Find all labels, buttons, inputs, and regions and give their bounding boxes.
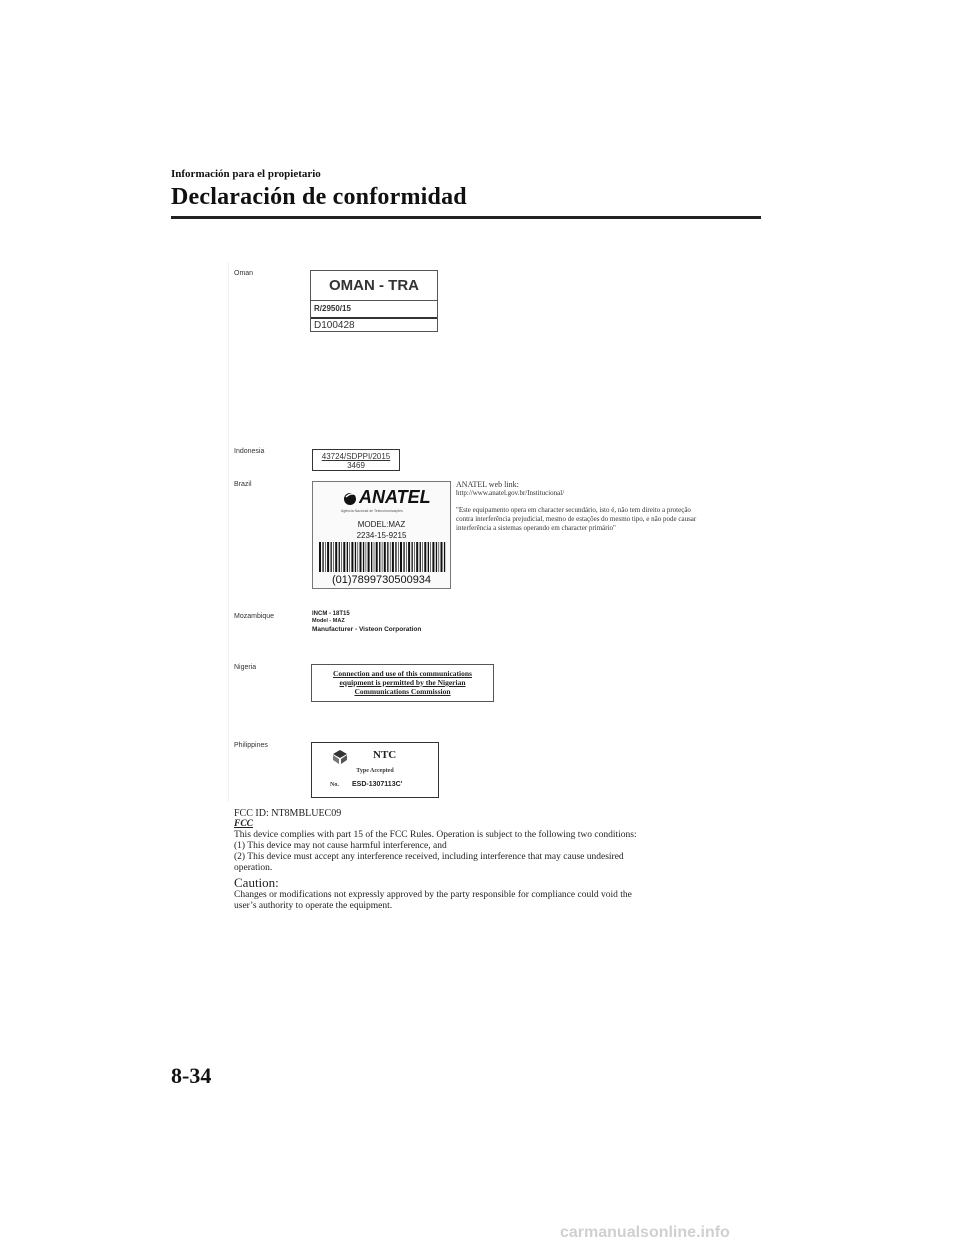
ntc-no-label: No. (330, 782, 339, 788)
fcc-statement (234, 808, 704, 912)
section-subtitle: Información para el propietario (171, 168, 321, 180)
barcode-bar (420, 542, 421, 572)
country-label-indonesia: Indonesia (234, 448, 265, 455)
header-rule (171, 216, 761, 219)
barcode-bar (390, 542, 391, 572)
barcode-bar (351, 542, 353, 572)
figure-divider (228, 262, 229, 802)
anatel-logo-icon (343, 491, 359, 505)
barcode-bar (398, 542, 399, 572)
caution-text-1: Changes or modifications not expressly approved by the party responsible for compliance could void the (234, 890, 632, 900)
barcode-bar (403, 542, 404, 572)
oman-tra-title: OMAN - TRA (311, 271, 437, 301)
oman-registration: R/2950/15 (314, 304, 351, 313)
barcode-bar (363, 542, 364, 572)
barcode-bar (368, 542, 370, 572)
anatel-url: http://www.anatel.gov.br/Institucional/ (456, 489, 565, 497)
page-title: Declaración de conformidad (171, 184, 467, 210)
barcode-bar (371, 542, 372, 572)
barcode-number: (01)7899730500934 (331, 574, 432, 586)
barcode-bar (376, 542, 378, 572)
barcode-bar (325, 542, 326, 572)
barcode-bar (392, 542, 394, 572)
indonesia-label (312, 449, 400, 471)
barcode-bar (395, 542, 396, 572)
barcode-bar (374, 542, 375, 572)
barcode-bar (414, 542, 415, 572)
barcode-bar (355, 542, 356, 572)
barcode-bar (349, 542, 350, 572)
barcode-bar (327, 542, 329, 572)
barcode-bar (347, 542, 348, 572)
anatel-info (456, 480, 706, 533)
barcode-bar (358, 542, 359, 572)
caution-heading: Caution: (234, 875, 279, 890)
barcode-bar (322, 542, 323, 572)
ntc-type-accepted: Type Accepted (356, 768, 394, 774)
barcode-bar (444, 542, 445, 572)
barcode-bar (384, 542, 386, 572)
ntc-label (311, 742, 439, 798)
anatel-logo-text: ANATEL (359, 487, 431, 507)
mozambique-label (312, 610, 421, 634)
watermark: carmanualsonline.info (560, 1224, 730, 1241)
barcode-bar (341, 542, 342, 572)
barcode-bar (439, 542, 440, 572)
nigeria-line-2: equipment is permitted by the Nigerian (339, 678, 466, 687)
barcode-bar (432, 542, 434, 572)
barcode-bar (430, 542, 431, 572)
barcode-bar (422, 542, 423, 572)
barcode-bar (331, 542, 332, 572)
country-label-mozambique: Mozambique (234, 613, 275, 620)
barcode-bar (333, 542, 334, 572)
anatel-agency-name: Agência Nacional de Telecomunicações (341, 509, 403, 513)
caution-text-2: user’s authority to operate the equipment. (234, 901, 393, 911)
fcc-line-4: operation. (234, 863, 273, 873)
country-label-nigeria: Nigeria (234, 664, 257, 671)
barcode-bar (335, 542, 337, 572)
ntc-logo-icon (332, 749, 348, 765)
barcode-bar (339, 542, 340, 572)
nigeria-label (311, 664, 494, 702)
mozambique-incm: INCM - 18T15 (312, 611, 350, 617)
ntc-number: ESD-1307113C' (352, 781, 403, 788)
mozambique-manufacturer: Manufacturer - Visteon Corporation (312, 626, 422, 633)
ntc-title: NTC (373, 749, 397, 761)
country-label-brazil: Brazil (234, 481, 252, 488)
fcc-line-2: (1) This device may not cause harmful interference, and (234, 841, 447, 851)
barcode-bar (366, 542, 367, 572)
barcode-bar (400, 542, 402, 572)
barcode-bar (408, 542, 410, 572)
barcode-bar (406, 542, 407, 572)
anatel-code: 2234-15-9215 (356, 531, 407, 540)
barcode-bar (436, 542, 437, 572)
barcode-bar (319, 542, 321, 572)
indonesia-pleno-number: 3469 (347, 461, 365, 470)
fcc-line-1: This device complies with part 15 of the FCC Rules. Operation is subject to the following two conditions: (234, 830, 637, 840)
barcode-bar (428, 542, 429, 572)
barcode-bar (424, 542, 426, 572)
country-label-philippines: Philippines (234, 742, 268, 749)
fcc-id: FCC ID: NT8MBLUEC09 (234, 808, 342, 819)
fcc-heading: FCC (234, 819, 254, 829)
barcode-bar (382, 542, 383, 572)
barcode-bar (379, 542, 380, 572)
anatel-label (312, 481, 451, 589)
page-number: 8-34 (171, 1063, 212, 1088)
fcc-line-3: (2) This device must accept any interference received, including interference that may cause undesired (234, 852, 624, 862)
barcode-bar (387, 542, 388, 572)
barcode-bar (343, 542, 345, 572)
oman-dealer-number: D100428 (311, 317, 437, 332)
barcode-bar (416, 542, 418, 572)
oman-tra-label (310, 270, 438, 332)
nigeria-line-1: Connection and use of this communications (333, 669, 472, 678)
anatel-statement: "Este equipamento opera em character secundário, isto é, não tem direito a proteção contra interferência prejudicial, mesmo de estações do mesmo tipo, e não pode causar interferência a sistemas operando em character primário" (456, 506, 697, 532)
mozambique-model: Model - MAZ (312, 618, 345, 624)
anatel-model: MODEL:MAZ (357, 520, 406, 529)
country-label-oman: Oman (234, 270, 254, 277)
nigeria-line-3: Communications Commission (354, 687, 451, 696)
barcode-graphic (319, 542, 446, 572)
anatel-web-link-label: ANATEL web link: (456, 480, 519, 489)
barcode-bar (412, 542, 413, 572)
barcode-bar (360, 542, 362, 572)
barcode-bar (441, 542, 443, 572)
indonesia-cert-number: 43724/SDPPI/2015 (321, 452, 391, 461)
